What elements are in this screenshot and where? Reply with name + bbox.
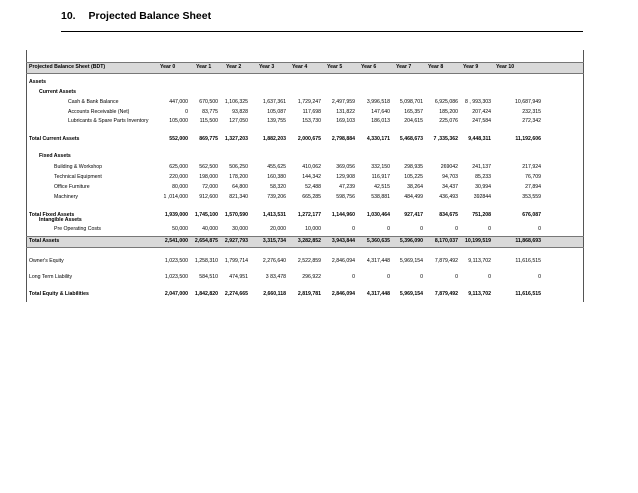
total-fixed-assets-row-value: 1,745,100 — [194, 212, 218, 218]
total-equity-liabilities-row-value: 1,842,820 — [194, 291, 218, 297]
total-assets-row-value: 2,654,875 — [194, 238, 218, 244]
header-year: Year 6 — [361, 64, 377, 70]
intangible-asset-row-value: 30,000 — [232, 226, 248, 232]
total-assets-row-value: 11,868,693 — [515, 238, 541, 244]
current-asset-row-value: 186,013 — [371, 118, 390, 124]
fixed-asset-row-value: 369,056 — [336, 164, 355, 170]
total-current-assets-row-value: 9,448,311 — [468, 136, 491, 142]
fixed-asset-row-value: 220,000 — [169, 174, 188, 180]
header-year: Year 7 — [396, 64, 412, 70]
fixed-asset-row-value: 821,340 — [229, 194, 248, 200]
long-term-liability-row-value: 474,951 — [229, 274, 248, 280]
fixed-asset-row-value: 160,380 — [267, 174, 286, 180]
total-equity-liabilities-row-value: 4,317,448 — [366, 291, 390, 297]
header-year: Year 9 — [463, 64, 479, 70]
assets-label: Assets — [29, 79, 47, 85]
total-fixed-assets-row-value: 1,413,531 — [262, 212, 286, 218]
intangible-asset-row-value: 40,000 — [202, 226, 218, 232]
current-asset-row-label: Cash & Bank Balance — [68, 99, 119, 105]
fixed-asset-row-value: 52,488 — [305, 184, 321, 190]
fixed-asset-row-value: 105,225 — [404, 174, 423, 180]
table-left-border — [26, 50, 27, 302]
row-divider — [26, 62, 584, 63]
fixed-asset-row-value: 64,800 — [232, 184, 248, 190]
fixed-asset-row-value: 47,239 — [339, 184, 355, 190]
total-fixed-assets-row-label: Total Fixed Assets — [29, 212, 75, 218]
section-number: 10. — [61, 10, 76, 22]
fixed-asset-row-label: Technical Equipment — [54, 174, 102, 180]
current-asset-row-value: 10,687,949 — [515, 99, 541, 105]
fixed-asset-row-value: 562,500 — [199, 164, 218, 170]
current-asset-row-value: 131,822 — [336, 109, 355, 115]
current-asset-row-value: 93,828 — [232, 109, 248, 115]
current-asset-row-value: 2,497,959 — [331, 99, 355, 105]
total-assets-row-value: 2,541,000 — [164, 238, 188, 244]
total-fixed-assets-row-value: 1,144,960 — [331, 212, 355, 218]
owners-equity-row-value: 7,879,492 — [434, 258, 458, 264]
total-fixed-assets-row-value: 927,417 — [404, 212, 423, 218]
row-divider — [26, 247, 584, 248]
fixed-asset-row-value: 739,206 — [267, 194, 286, 200]
current-asset-row-value: 247,584 — [472, 118, 491, 124]
header-label: Projected Balance Sheet (BDT) — [29, 64, 106, 70]
intangible-asset-row-value: 0 — [538, 226, 541, 232]
intangible-asset-row-value: 10,000 — [305, 226, 321, 232]
total-current-assets-row-value: 552,000 — [169, 136, 188, 142]
current-asset-row-label: Lubricants & Spare Parts Inventory — [68, 118, 149, 124]
header-year: Year 2 — [226, 64, 242, 70]
long-term-liability-row-value: 0 — [352, 274, 355, 280]
current-asset-row-value: 3,996,518 — [366, 99, 390, 105]
long-term-liability-row-value: 0 — [488, 274, 491, 280]
owners-equity-row-value: 1,799,714 — [224, 258, 248, 264]
fixed-asset-row-value: 506,250 — [229, 164, 248, 170]
fixed-asset-row-value: 76,709 — [525, 174, 541, 180]
fixed-asset-row-value: 665,285 — [302, 194, 321, 200]
total-assets-row-value: 8,170,037 — [434, 238, 458, 244]
total-fixed-assets-row-value: 751,208 — [472, 212, 491, 218]
total-equity-liabilities-row-value: 5,969,154 — [399, 291, 423, 297]
total-equity-liabilities-row-value: 9,113,702 — [468, 291, 491, 297]
fixed-asset-row-value: 538,881 — [371, 194, 390, 200]
total-equity-liabilities-row-value: 11,616,515 — [515, 291, 541, 297]
current-asset-row-value: 1,729,247 — [297, 99, 321, 105]
total-current-assets-row-value: 869,775 — [199, 136, 218, 142]
header-year: Year 4 — [292, 64, 308, 70]
current-asset-row-value: 1,637,361 — [262, 99, 286, 105]
fixed-asset-row-value: 58,320 — [270, 184, 286, 190]
fixed-asset-row-value: 241,137 — [472, 164, 491, 170]
total-assets-row-value: 3,315,734 — [262, 238, 286, 244]
long-term-liability-row-value: 3 83,478 — [265, 274, 286, 280]
fixed-asset-row-label: Office Furniture — [54, 184, 90, 190]
intangible-asset-row-value: 0 — [488, 226, 491, 232]
intangible-asset-row-value: 0 — [455, 226, 458, 232]
total-current-assets-row-value: 4,330,171 — [366, 136, 390, 142]
current-asset-row-value: 153,730 — [302, 118, 321, 124]
fixed-asset-row-value: 198,000 — [199, 174, 218, 180]
current-asset-row-value: 83,775 — [202, 109, 218, 115]
heading-underline — [61, 31, 583, 32]
fixed-asset-row-value: 353,559 — [522, 194, 541, 200]
long-term-liability-row-value: 0 — [455, 274, 458, 280]
fixed-asset-row-value: 484,499 — [404, 194, 423, 200]
total-equity-liabilities-row-value: 2,047,000 — [164, 291, 188, 297]
current-asset-row-value: 207,424 — [472, 109, 491, 115]
intangible-asset-row-label: Pre Operating Costs — [54, 226, 101, 232]
fixed-asset-row-value: 42,515 — [374, 184, 390, 190]
total-equity-liabilities-row-value: 2,660,118 — [263, 291, 286, 297]
owners-equity-row-value: 5,969,154 — [399, 258, 423, 264]
fixed-asset-row-value: 1 ,014,000 — [163, 194, 188, 200]
total-current-assets-row-value: 5,468,673 — [399, 136, 423, 142]
header-year: Year 0 — [160, 64, 176, 70]
total-assets-row-value: 3,943,844 — [331, 238, 355, 244]
fixed-asset-row-value: 625,000 — [169, 164, 188, 170]
fixed-asset-row-value: 94,703 — [442, 174, 458, 180]
total-current-assets-row-value: 2,798,884 — [331, 136, 355, 142]
current-asset-row-value: 139,755 — [267, 118, 286, 124]
long-term-liability-row-value: 1,023,500 — [164, 274, 188, 280]
owners-equity-row-label: Owner's Equity — [29, 258, 64, 264]
fixed-asset-row-value: 27,894 — [525, 184, 541, 190]
long-term-liability-row-label: Long Term Liability — [29, 274, 73, 280]
owners-equity-row-value: 11,616,515 — [515, 258, 541, 264]
fixed-asset-row-value: 392844 — [473, 194, 491, 200]
owners-equity-row-value: 2,522,859 — [297, 258, 321, 264]
fixed-asset-row-value: 129,908 — [336, 174, 355, 180]
fixed-asset-row-value: 34,437 — [442, 184, 458, 190]
total-assets-row-value: 5,396,090 — [399, 238, 423, 244]
fixed-asset-row-label: Machinery — [54, 194, 78, 200]
total-equity-liabilities-row-value: 2,846,094 — [331, 291, 355, 297]
fixed-asset-row-value: 436,493 — [439, 194, 458, 200]
header-year: Year 5 — [327, 64, 343, 70]
intangible-asset-row-value: 50,000 — [172, 226, 188, 232]
total-assets-row-value: 3,282,852 — [297, 238, 321, 244]
current-asset-row-value: 115,500 — [199, 118, 218, 124]
current-assets-label: Current Assets — [39, 89, 76, 95]
fixed-asset-row-value: 455,625 — [267, 164, 286, 170]
total-current-assets-row-value: 1,327,203 — [224, 136, 248, 142]
current-asset-row-value: 670,500 — [199, 99, 218, 105]
current-asset-row-value: 105,087 — [267, 109, 286, 115]
total-current-assets-row-value: 1,882,203 — [262, 136, 286, 142]
fixed-asset-row-value: 912,600 — [199, 194, 218, 200]
total-fixed-assets-row-value: 1,030,464 — [366, 212, 390, 218]
total-current-assets-row-label: Total Current Assets — [29, 136, 80, 142]
long-term-liability-row-value: 584,510 — [199, 274, 218, 280]
fixed-asset-row-value: 116,917 — [371, 174, 390, 180]
current-asset-row-value: 6,925,086 — [434, 99, 458, 105]
current-asset-row-label: Accounts Receivable (Net) — [68, 109, 130, 115]
header-year: Year 8 — [428, 64, 444, 70]
table-right-border — [583, 50, 584, 302]
intangible-asset-row-value: 0 — [352, 226, 355, 232]
current-asset-row-value: 447,000 — [169, 99, 188, 105]
total-equity-liabilities-row-value: 2,819,781 — [297, 291, 321, 297]
total-assets-row-label: Total Assets — [29, 238, 60, 244]
current-asset-row-value: 1,106,325 — [224, 99, 248, 105]
total-assets-row-value: 10,199,519 — [465, 238, 491, 244]
fixed-asset-row-value: 72,000 — [202, 184, 218, 190]
current-asset-row-value: 169,103 — [336, 118, 355, 124]
owners-equity-row-value: 2,276,640 — [262, 258, 286, 264]
intangible-asset-row-value: 0 — [387, 226, 390, 232]
fixed-asset-row-value: 332,150 — [371, 164, 390, 170]
fixed-asset-row-value: 598,756 — [336, 194, 355, 200]
header-year: Year 1 — [196, 64, 212, 70]
total-equity-liabilities-row-label: Total Equity & Liabilities — [29, 291, 89, 297]
long-term-liability-row-value: 296,922 — [302, 274, 321, 280]
current-asset-row-value: 204,615 — [404, 118, 423, 124]
current-asset-row-value: 225,076 — [439, 118, 458, 124]
current-asset-row-value: 232,315 — [522, 109, 541, 115]
fixed-assets-label: Fixed Assets — [39, 153, 71, 159]
header-year: Year 10 — [496, 64, 515, 70]
fixed-asset-row-value: 30,994 — [475, 184, 491, 190]
total-current-assets-row-value: 7 ,335,362 — [433, 136, 458, 142]
current-asset-row-value: 127,050 — [229, 118, 248, 124]
section-title: Projected Balance Sheet — [88, 10, 212, 22]
fixed-asset-row-value: 410,062 — [302, 164, 321, 170]
total-equity-liabilities-row-value: 7,879,492 — [434, 291, 458, 297]
current-asset-row-value: 165,357 — [404, 109, 423, 115]
total-equity-liabilities-row-value: 2,274,665 — [224, 291, 248, 297]
current-asset-row-value: 105,000 — [169, 118, 188, 124]
total-fixed-assets-row-value: 1,570,590 — [224, 212, 248, 218]
current-asset-row-value: 8 , 993,303 — [465, 99, 491, 105]
fixed-asset-row-value: 80,000 — [172, 184, 188, 190]
owners-equity-row-value: 9,113,702 — [468, 258, 491, 264]
current-asset-row-value: 5,098,701 — [399, 99, 423, 105]
fixed-asset-row-value: 298,935 — [404, 164, 423, 170]
long-term-liability-row-value: 0 — [538, 274, 541, 280]
fixed-asset-row-value: 85,233 — [475, 174, 491, 180]
row-divider — [26, 236, 584, 237]
fixed-asset-row-value: 178,200 — [229, 174, 248, 180]
owners-equity-row-value: 1,258,310 — [194, 258, 218, 264]
total-fixed-assets-row-value: 1,272,177 — [297, 212, 321, 218]
total-fixed-assets-row-value: 676,087 — [522, 212, 541, 218]
owners-equity-row-value: 4,317,448 — [366, 258, 390, 264]
owners-equity-row-value: 2,846,094 — [331, 258, 355, 264]
total-current-assets-row-value: 11,192,606 — [515, 136, 541, 142]
fixed-asset-row-label: Building & Workshop — [54, 164, 103, 170]
current-asset-row-value: 185,200 — [439, 109, 458, 115]
fixed-asset-row-value: 144,342 — [302, 174, 321, 180]
current-asset-row-value: 147,640 — [371, 109, 390, 115]
fixed-asset-row-value: 269042 — [440, 164, 458, 170]
section-heading — [61, 10, 211, 22]
current-asset-row-value: 0 — [185, 109, 188, 115]
total-current-assets-row-value: 2,000,675 — [297, 136, 321, 142]
intangible-asset-row-value: 20,000 — [270, 226, 286, 232]
current-asset-row-value: 117,698 — [302, 109, 321, 115]
owners-equity-row-value: 1,023,500 — [164, 258, 188, 264]
intangible-assets-label: Intangible Assets — [39, 217, 82, 223]
total-assets-row-value: 2,927,793 — [224, 238, 248, 244]
fixed-asset-row-value: 217,924 — [522, 164, 541, 170]
row-divider — [26, 73, 584, 74]
total-assets-row-value: 5,360,635 — [366, 238, 390, 244]
fixed-asset-row-value: 38,264 — [407, 184, 423, 190]
current-asset-row-value: 272,342 — [522, 118, 541, 124]
total-fixed-assets-row-value: 834,675 — [439, 212, 458, 218]
header-year: Year 3 — [259, 64, 275, 70]
intangible-asset-row-value: 0 — [420, 226, 423, 232]
total-fixed-assets-row-value: 1,939,000 — [164, 212, 188, 218]
long-term-liability-row-value: 0 — [387, 274, 390, 280]
long-term-liability-row-value: 0 — [420, 274, 423, 280]
